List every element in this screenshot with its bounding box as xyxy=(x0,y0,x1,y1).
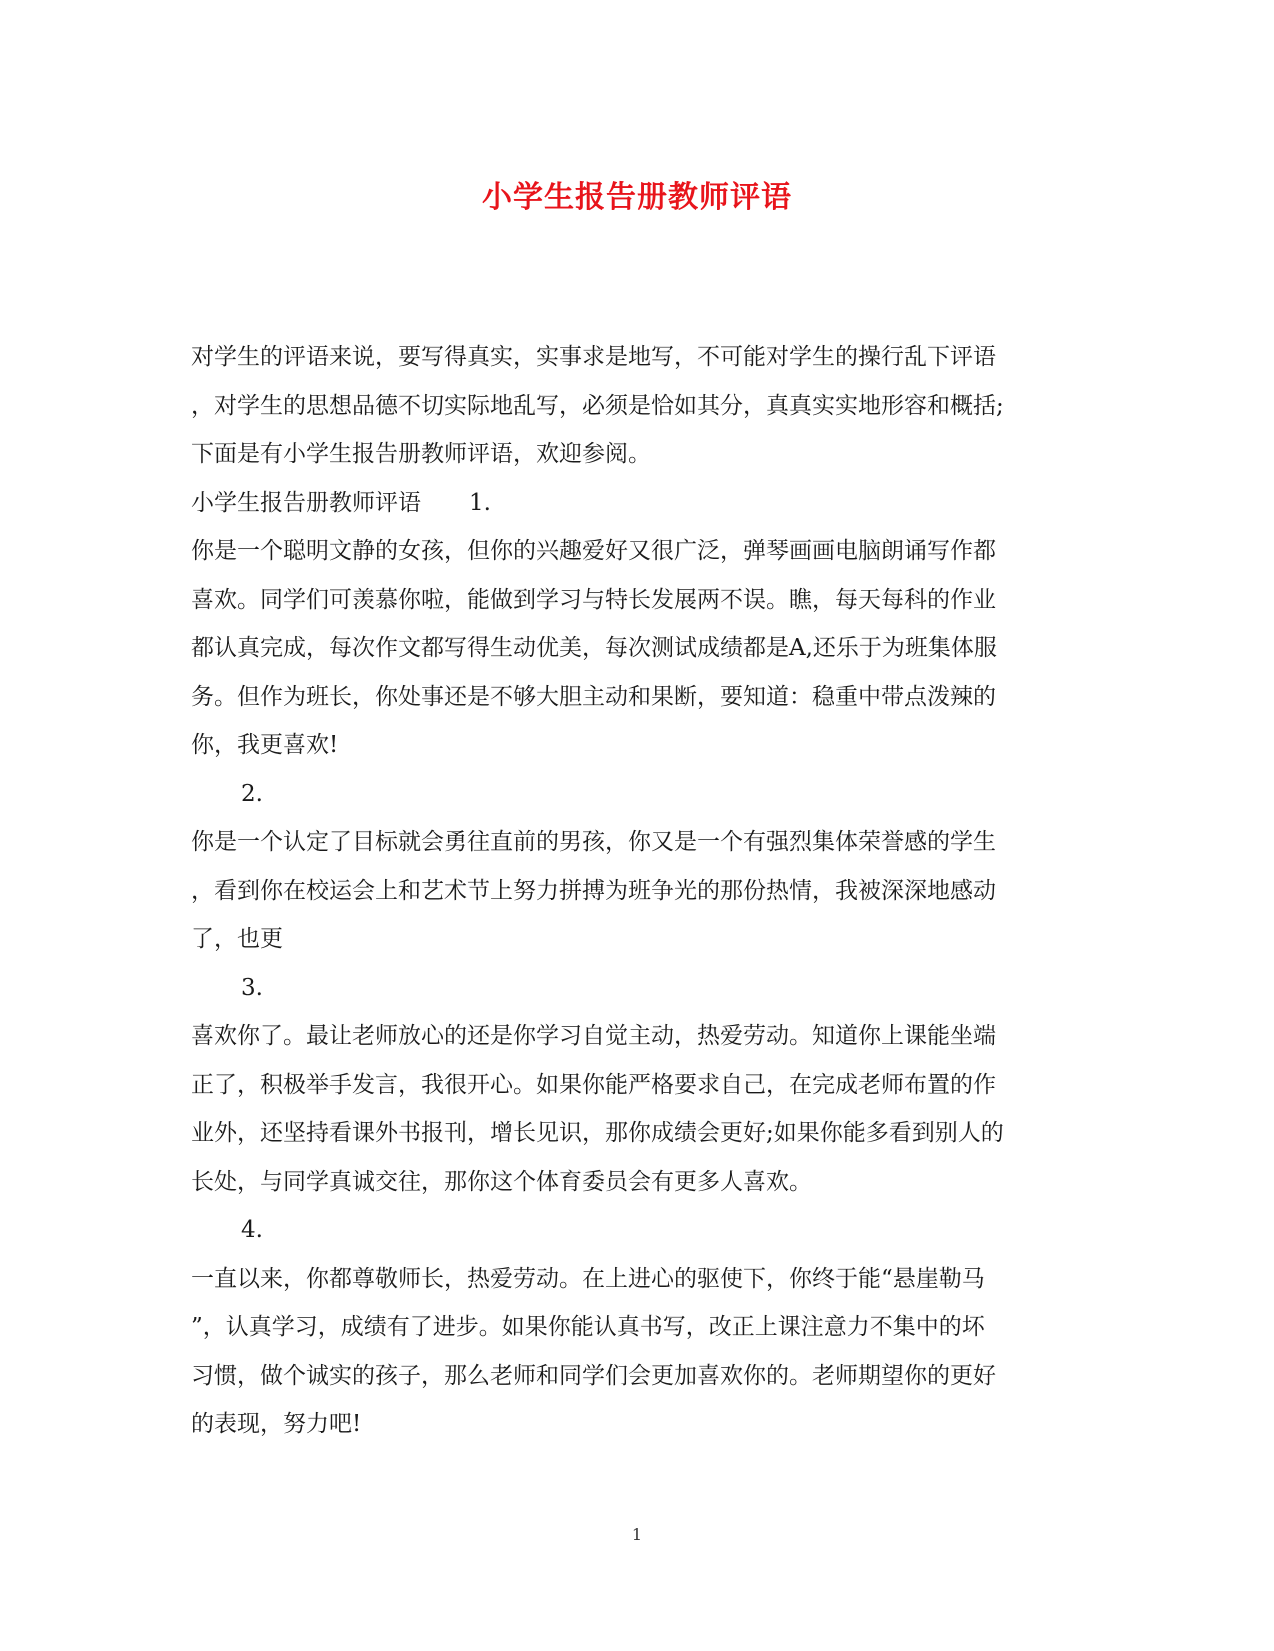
comment-line: 你是一个聪明文静的女孩，但你的兴趣爱好又很广泛，弹琴画画电脑朗诵写作都 xyxy=(191,538,996,564)
intro-line: 对学生的评语来说，要写得真实，实事求是地写，不可能对学生的操行乱下评语 xyxy=(191,344,996,370)
subheading xyxy=(191,479,1091,528)
document-body xyxy=(191,333,1091,1449)
comment-line: 务。但作为班长，你处事还是不够大胆主动和果断，要知道：稳重中带点泼辣的 xyxy=(191,683,996,710)
comment-line: 你是一个认定了目标就会勇往直前的男孩，你又是一个有强烈集体荣誉感的学生 xyxy=(191,829,996,855)
comment-number: 3. xyxy=(241,974,263,1001)
comment-number: 4. xyxy=(241,1217,263,1243)
intro-line: 下面是有小学生报告册教师评语，欢迎参阅。 xyxy=(191,441,651,467)
subheading-text: 小学生报告册教师评语 xyxy=(191,489,421,516)
comment-line: 正了，积极举手发言，我很开心。如果你能严格要求自己，在完成老师布置的作 xyxy=(191,1071,996,1098)
comment-line: 你，我更喜欢! xyxy=(191,732,339,758)
comment-line: ”，认真学习，成绩有了进步。如果你能认真书写，改正上课注意力不集中的坏 xyxy=(191,1314,985,1340)
comment-line: 业外，还坚持看课外书报刊，增长见识，那你成绩会更好;如果你能多看到别人的 xyxy=(191,1120,1004,1146)
comment-line: 喜欢你了。最让老师放心的还是你学习自觉主动，热爱劳动。知道你上课能坐端 xyxy=(191,1023,996,1049)
comment-line: 了，也更 xyxy=(191,926,283,952)
comment-line: 长处，与同学真诚交往，那你这个体育委员会有更多人喜欢。 xyxy=(191,1168,812,1195)
comment-line: 一直以来，你都尊敬师长，热爱劳动。在上进心的驱使下，你终于能“悬崖勒马 xyxy=(191,1265,985,1292)
page-number: 1 xyxy=(631,1525,643,1544)
intro-line: ，对学生的思想品德不切实际地乱写，必须是恰如其分，真真实实地形容和概括; xyxy=(191,392,1004,419)
comment-line: 喜欢。同学们可羡慕你啦，能做到学习与特长发展两不误。瞧，每天每科的作业 xyxy=(191,586,996,613)
comment-number: 2. xyxy=(241,780,263,807)
comment-line: 的表现，努力吧! xyxy=(191,1411,362,1437)
comment-line: 都认真完成，每次作文都写得生动优美，每次测试成绩都是A,还乐于为班集体服 xyxy=(191,635,997,661)
comment-line: 习惯，做个诚实的孩子，那么老师和同学们会更加喜欢你的。老师期望你的更好 xyxy=(191,1362,996,1389)
comment-line: ，看到你在校运会上和艺术节上努力拼搏为班争光的那份热情，我被深深地感动 xyxy=(191,877,996,904)
comment-number: 1. xyxy=(469,489,491,516)
document-title: 小学生报告册教师评语 xyxy=(482,180,792,215)
